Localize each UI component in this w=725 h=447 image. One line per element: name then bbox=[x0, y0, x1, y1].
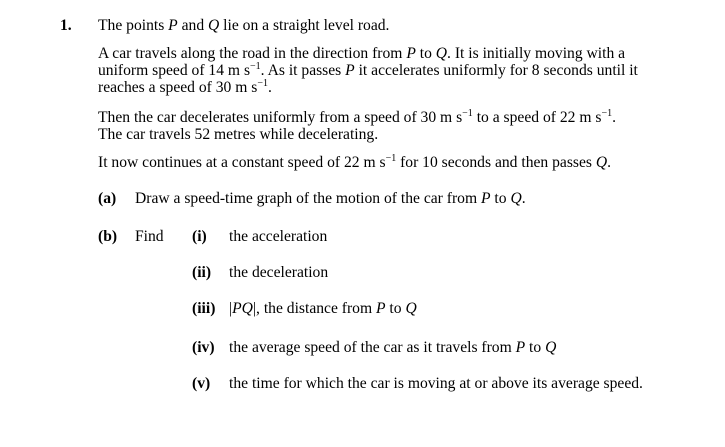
paragraph-line: Then the car decelerates uniformly from a speed of 30 m $s^{-1}$ to a speed of 22 m $s^{-1}$. bbox=[98, 108, 616, 126]
sub-item-text: the acceleration bbox=[229, 228, 328, 245]
paragraph-line: A car travels along the road in the direction from P to Q. It is initially moving with a bbox=[98, 45, 626, 62]
part-b-label: (b) bbox=[98, 228, 118, 245]
sub-item-text: the average speed of the car as it travels from P to Q bbox=[229, 339, 557, 356]
paragraph-line: uniform speed of 14 m $s^{-1}$. As it passes P it accelerates uniformly for 8 seconds until it bbox=[98, 61, 638, 79]
sub-item-text: the time for which the car is moving at or above its average speed. bbox=[229, 375, 643, 392]
paragraph-acceleration bbox=[98, 45, 638, 96]
sub-item-text: the deceleration bbox=[229, 264, 329, 281]
sub-item-label: (v) bbox=[192, 375, 211, 392]
sub-item-label: (iii) bbox=[192, 300, 216, 317]
part-b-find: Find bbox=[135, 228, 164, 245]
part-a-label: (a) bbox=[98, 190, 117, 207]
question-intro: The points P and Q lie on a straight level road. bbox=[98, 17, 390, 34]
sub-item-text: |PQ|, the distance from P to Q bbox=[229, 300, 417, 317]
paragraph-line: reaches a speed of 30 m $s^{-1}$. bbox=[98, 78, 272, 96]
question-number: 1. bbox=[60, 17, 72, 34]
paragraph-constant-speed: It now continues at a constant speed of 22 m $s^{-1}$ for 10 seconds and then passes Q. bbox=[98, 153, 612, 171]
sub-item-label: (ii) bbox=[192, 264, 212, 281]
part-a-text: Draw a speed-time graph of the motion of the car from P to Q. bbox=[135, 190, 526, 207]
sub-item-label: (i) bbox=[192, 228, 207, 245]
sub-item-label: (iv) bbox=[192, 339, 215, 356]
paragraph-deceleration bbox=[98, 109, 616, 143]
paragraph-line: The car travels 52 metres while decelerating. bbox=[98, 126, 379, 143]
